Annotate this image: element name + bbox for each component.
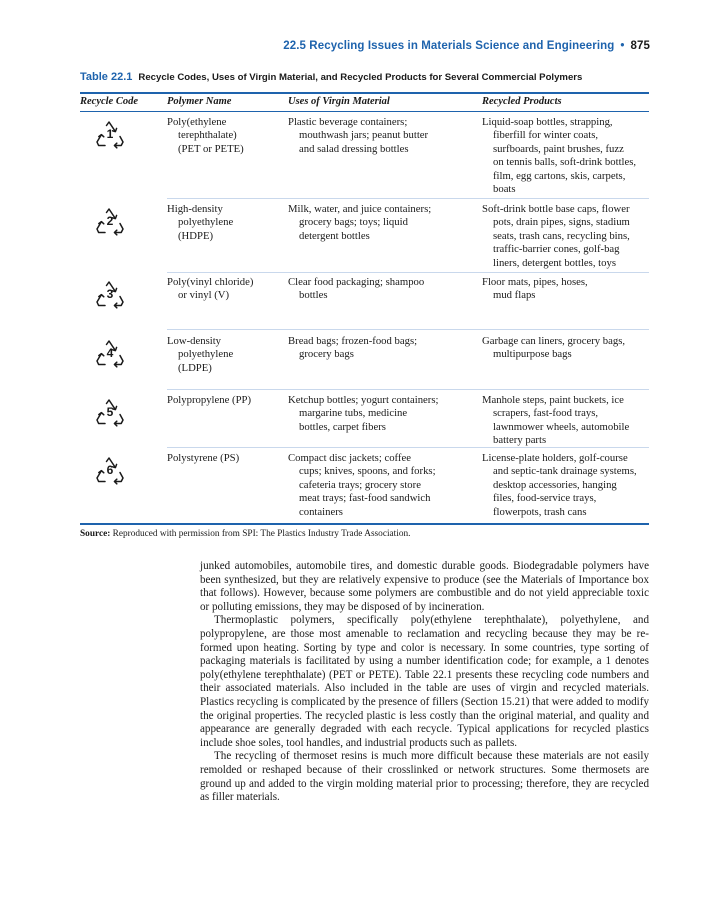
running-head [0,40,650,52]
recycle-code-number: 5 [106,405,114,419]
cell-line: and salad dressing bottles [299,142,409,155]
table-row [80,394,649,448]
source-text: Reproduced with permission from SPI: The Plastics Industry Trade Association. [110,529,411,539]
cell-line: margarine tubs, medicine [299,407,408,420]
cell-line: (LDPE) [178,361,212,374]
running-head-bullet: • [620,40,625,52]
polymer-name-cell [167,116,285,156]
cell-line: film, egg cartons, skis, carpets, [493,169,626,182]
source-label: Source: [80,529,111,539]
virgin-uses-cell [288,335,473,362]
cell-line: (PET or PETE) [178,142,244,155]
polymer-name-cell [167,452,285,465]
cell-line: scrapers, fast-food trays, [493,407,599,420]
cell-line: Milk, water, and juice containers; [288,203,432,215]
cell-line: multipurpose bags [493,348,572,361]
body-paragraph: junked automobiles, automobile tires, and domestic durable goods. Biodegradable polymers have been synthesized, but they are relatively expensive to produce (see the Materials of Importance box that follows). However, because some polymers are combustible and do not yield appreciable toxic or polluting emissions, they may be disposed of by incineration. [200,560,649,613]
cell-line: polyethylene [178,216,234,229]
recycled-products-cell [482,276,652,303]
recycle-code-number: 6 [106,463,114,477]
table-header-rule [80,111,649,112]
cell-line: Low-density [167,335,222,347]
virgin-uses-cell [288,203,473,243]
cell-line: Compact disc jackets; coffee [288,452,411,464]
body-paragraph: The recycling of thermoset resins is much more difficult because these materials are not easily remolded or reshaped because of their crosslinked or network structures. Some thermosets are ground up and added to the virgin molding material prior to processing; therefore, they are recycled as filler materials. [200,750,649,804]
cell-line: (HDPE) [178,229,214,242]
header-recycle-code: Recycle Code [80,96,139,107]
table-row [80,335,649,390]
cell-line: containers [299,505,343,518]
virgin-uses-cell [288,394,473,434]
cell-line: Manhole steps, paint buckets, ice [482,394,624,406]
cell-line: grocery bags [299,348,354,361]
cell-line: mouthwash jars; peanut butter [299,129,429,142]
cell-line: on tennis balls, soft-drink bottles, [493,156,637,169]
virgin-uses-cell [288,276,473,303]
cell-line: battery parts [493,434,547,447]
cell-line: liners, detergent bottles, toys [493,256,616,269]
table-row [80,116,649,199]
cell-line: polyethylene [178,348,234,361]
recycle-code-number: 1 [106,127,114,141]
recycle-code-number: 3 [106,287,114,301]
table-caption [80,71,660,83]
cell-line: cups; knives, spoons, and forks; [299,465,436,478]
page-number: 875 [630,40,650,52]
cell-line: pots, drain pipes, signs, stadium [493,216,630,229]
cell-line: Garbage can liners, grocery bags, [482,335,626,347]
virgin-uses-cell [288,452,473,519]
cell-line: seats, trash cans, recycling bins, [493,229,630,242]
cell-line: Liquid-soap bottles, strapping, [482,116,613,128]
table-top-rule [80,92,649,94]
recycle-symbol-icon [95,207,125,237]
cell-line: lawnmower wheels, automobile [493,420,630,433]
cell-line: Polystyrene (PS) [167,452,240,464]
cell-line: grocery bags; toys; liquid [299,216,408,229]
cell-line: meat trays; fast-food sandwich [299,492,431,505]
cell-line: flowerpots, trash cans [493,505,587,518]
recycled-products-cell [482,394,652,448]
cell-line: Bread bags; frozen-food bags; [288,335,418,347]
cell-line: High-density [167,203,223,215]
table-caption-text: Recycle Codes, Uses of Virgin Material, and Recycled Products for Several Commercial Polymers [138,72,583,83]
cell-line: Polypropylene (PP) [167,394,252,406]
table-source-note [80,529,410,539]
cell-line: bottles [299,289,328,302]
recycled-products-cell [482,203,652,270]
virgin-uses-cell [288,116,473,156]
cell-line: files, food-service trays, [493,492,597,505]
cell-line: Ketchup bottles; yogurt containers; [288,394,439,406]
cell-line: Plastic beverage containers; [288,116,408,128]
cell-line: terephthalate) [178,129,237,142]
table-row [80,276,649,330]
cell-line: Clear food packaging; shampoo [288,276,425,288]
polymer-name-cell [167,276,285,303]
header-polymer-name: Polymer Name [167,96,232,107]
cell-line: Poly(vinyl chloride) [167,276,254,288]
cell-line: traffic-barrier cones, golf-bag [493,243,620,256]
header-virgin-uses: Uses of Virgin Material [288,96,390,107]
recycle-symbol-icon [95,339,125,369]
table-bottom-rule [80,523,649,525]
row-separator [167,329,649,330]
table-row [80,203,649,273]
cell-line: or vinyl (V) [178,289,230,302]
polymer-name-cell [167,335,285,375]
cell-line: and septic-tank drainage systems, [493,465,637,478]
cell-line: mud flaps [493,289,536,302]
section-title: 22.5 Recycling Issues in Materials Science and Engineering [283,40,615,52]
body-text [200,560,649,805]
recycle-code-number: 4 [106,346,114,360]
recycle-code-number: 2 [106,214,114,228]
cell-line: fiberfill for winter coats, [493,129,599,142]
recycled-products-cell [482,452,652,519]
table-label: Table 22.1 [80,71,133,83]
polymer-name-cell [167,394,285,407]
recycle-symbol-icon [95,120,125,150]
header-recycled-products: Recycled Products [482,96,562,107]
recycled-products-cell [482,116,652,196]
polymer-name-cell [167,203,285,243]
cell-line: cafeteria trays; grocery store [299,478,421,491]
cell-line: Soft-drink bottle base caps, flower [482,203,630,215]
cell-line: desktop accessories, hanging [493,478,617,491]
row-separator [167,272,649,273]
recycle-symbol-icon [95,280,125,310]
cell-line: License-plate holders, golf-course [482,452,628,464]
recycle-symbol-icon [95,398,125,428]
recycled-products-cell [482,335,652,362]
cell-line: detergent bottles [299,229,370,242]
cell-line: surfboards, paint brushes, fuzz [493,142,624,155]
row-separator [167,198,649,199]
recycle-symbol-icon [95,456,125,486]
cell-line: boats [493,183,516,196]
cell-line: Poly(ethylene [167,116,227,128]
body-paragraph: Thermoplastic polymers, specifically poly(ethylene terephthalate), polyethylene, and polypropylene, are those most amenable to reclamation and recycling because they may be re-formed upon heating. Sorting by type and color is necessary. In some countries, type sorting of packaging materials is facilitated by using a number identification code; for example, a 1 denotes poly(ethylene terephthalate) (PET or PETE). Table 22.1 presents these recycling code numbers and their associated materials. Also included in the table are uses of virgin and recycled materials. Plastics recycling is complicated by the presence of fillers (Section 15.21) that were added to modify the original properties. The recycled plastic is less costly than the original material, and quality and appearance are generally degraded with each recycle. Typical applications for recycled plastics include shoe soles, tool handles, and industrial products such as pallets. [200,614,649,749]
table-row [80,452,649,522]
row-separator [167,447,649,448]
row-separator [167,389,649,390]
cell-line: bottles, carpet fibers [299,420,386,433]
cell-line: Floor mats, pipes, hoses, [482,276,588,288]
